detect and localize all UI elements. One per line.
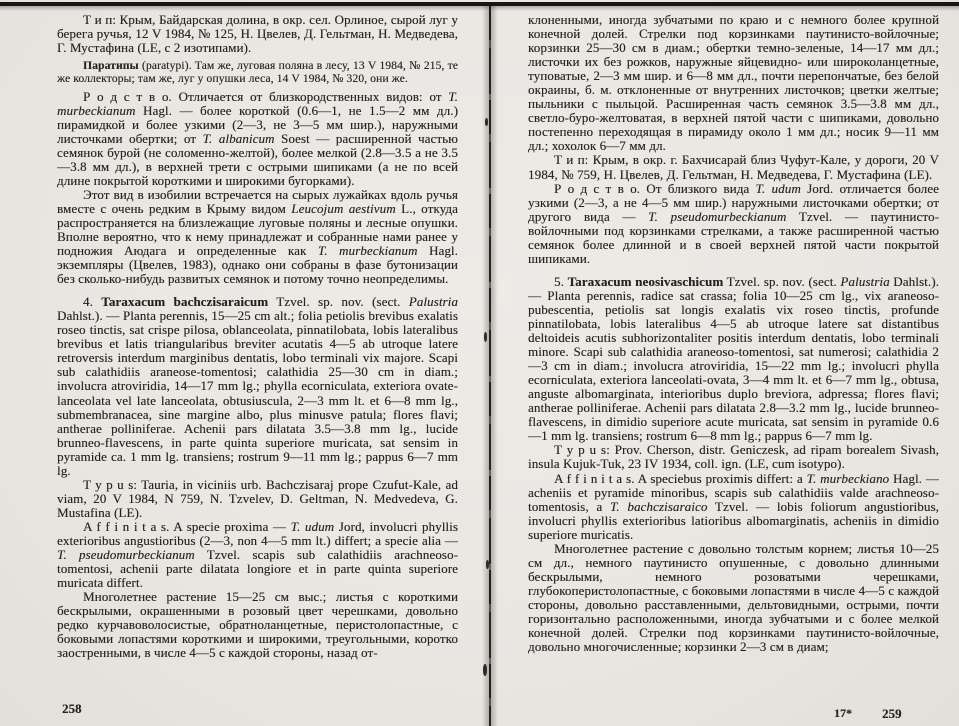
page-number-right: 259 [882, 706, 902, 721]
binding-speck [485, 118, 488, 126]
para-typus-lat-5: T y p u s: Prov. Cherson, distr. Geniczesk, ad ripam borealem Sivash, insula Kujuk-Tuk, 23 IV 1934, coll. ign. (LE, cum isotypo). [528, 442, 939, 472]
binding-speck [486, 560, 489, 569]
para-affinitas-4: A f f i n i t a s. A specie proxima — T. udum Jord, involucri phyllis exterioribus angustioribus (2—3, non 4—5 mm lt.) differt; a specie alia — T. pseudomurbeckianum Tzvel. scapis sub calathidiis arachneoso-tomentosi, achenii parte dilatata longiore et in parte quinta superiore muricata differt. [57, 518, 458, 591]
para-species-5-protologue: 5. Taraxacum neosivaschicum Tzvel. sp. nov. (sect. Palustria Dahlst.). — Planta perennis, radice sat crassa; folia 10—25 cm lg., vix araneoso-pubescentia, petiolis sat longis exalatis vix roseo tinctis, profunde pinnatilobata, lobis lateralibus 4—5 ab utroque latere sat distantibus deltoideis acutis subhorizontaliter positis interdum dentatis, lobo terminali minore. Scapi sub calathidia araneoso-tomentosi, sat numerosi; calathidia 2—3 cm in diam.; involucra atroviridia, 15—22 mm lg.; involucri phylla ecorniculata, exteriora lanceolati-ovata, 3—4 mm lt. et 6—7 mm lg., obtusa, anguste albomarginata, interioribus duplo breviora, adpressa; flores flavi; antherae polliniferae. Achenii pars dilatata 2.8—3.2 mm lg., lucide brunneo-flavescens, in dimidio superiore acute muricata, sat sensim in pyramide 0.6—1 mm lg. transiens; rostrum 6—8 mm lg.; pappus 6—7 mm lg. [528, 273, 939, 444]
binding-gutter-line [489, 6, 491, 726]
para-affinitas-5: A f f i n i t a s. A speciebus proximis differt: a T. murbeckiano Hagl. — acheniis et pyramide minoribus, scapis sub calathidiis valde arachneoso-tomentosis, a T. bachczisaraico Tzvel. — lobis foliorum angustioribus, involucri phyllis exterioribus latioribus albomarginatis, acheniis in dimidio superiore muricatis. [528, 470, 939, 542]
para-paratypes: Паратипы (paratypi). Там же, луговая поляна в лесу, 13 V 1984, № 215, те же коллекторы; там же, луг у опушки леса, 14 V 1984, № 320, они же. [57, 59, 458, 85]
binding-speck [484, 332, 487, 342]
para-rodstvo-5: Р о д с т в о. От близкого вида T. udum Jord. отличается более узкими (2—3, а не 4—5 мм шир.) наружными листочками обертки; от другого вида — T. pseudomurbeckianum Tzvel. — паутинисто-войлочными под корзинками стрелками, а также расширенной частью семянок более длинной и в своей верхней пятой части покрытой шипиками. [528, 180, 939, 266]
para-description-ru-5: Многолетнее растение с довольно толстым корнем; листья 10—25 см дл., немного паутинисто опушенные, с довольно длинными бескрылыми, немного розоватыми черешками, глубокоперистолопастные, с боковыми лопастями в числе 4—5 с каждой стороны, довольно расставленными, дельтовидными, острыми, почти горизонтально расположенными, иногда зубчатыми и с более мелкой конечной долей. Стрелки под корзинками паутинисто-войлочные, довольно многочисленные; корзинки 2—3 см в диам; [528, 540, 939, 655]
para-typus-ru-5: Т и п: Крым, в окр. г. Бахчисарай близ Чуфут-Кале, у дороги, 20 V 1984, № 759, Н. Цвелев, Д. Гельтман, Н. Медведева, Г. Мустафина (LE). [528, 152, 939, 182]
page-258 [57, 13, 458, 705]
para-description-ru-4-continuation: клоненными, иногда зубчатыми по краю и с немного более крупной конечной долей. Стрелки под корзинками паутинисто-войлочные; корзинки 25—30 см в диам.; обертки темно-зеленые, 14—17 мм дл.; листочки их без рожков, наружные яйцевидно- или широколанцетные, туповатые, 2—3 мм шир. и 6—8 мм дл., почти перепончатые, без белой окраины, б. м. отклоненные от внутренних листочков; цветки желтые; пыльники с пыльцой. Расширенная часть семянок 3.5—3.8 мм дл., светло-буро-желтоватая, в верхней пятой части с шипиками, довольно постепенно переходящая в пирамиду около 1 мм дл.; носик 9—11 мм дл.; хохолок 6—7 мм дл. [528, 13, 939, 154]
para-rodstvo-4: Р о д с т в о. Отличается от близкородственных видов: от T. murbeckianum Hagl. — более короткой (0.6—1, не 1.5—2 мм дл.) пирамидкой и более узкими (2—3, не 3—5 мм шир.), наружными листочками обертки; от T. albanicum Soest — расширенной частью семянок бурой (не соломенно-желтой), более мелкой (2.8—3.5 а не 3.5—3.8 мм дл.), в верхней трети с острыми шипиками (а не по всей длине покрытой короткими и широкими бугорками). [57, 88, 458, 188]
binding-speck [483, 664, 487, 676]
page-259 [528, 13, 939, 705]
para-description-ru-4: Многолетнее растение 15—25 см выс.; листья с короткими бескрылыми, окрашенными в розовый цвет черешками, довольно редко курчавоволосистые, обратноланцетные, перистолопастные, с боковыми лопастями короткими и широкими, треугольными, коротко заостренными, в числе 4—5 с каждой стороны, назад от- [57, 589, 458, 661]
printers-signature-mark: 17* [834, 706, 852, 720]
binding-gutter-shadow [482, 6, 498, 726]
page-number-left: 258 [62, 701, 82, 716]
para-typus-lat-4: T y p u s: Tauria, in viciniis urb. Bachczisaraj prope Czufut-Kale, ad viam, 20 V 1984, N 759, N. Tzvelev, D. Geltman, N. Medvedeva, G. Mustafina (LE). [57, 476, 458, 520]
para-habitat-note: Этот вид в изобилии встречается на сырых лужайках вдоль ручья вместе с очень редким в Крыму видом Leucojum aestivum L., откуда распространяется на близлежащие луговые поляны и лесные опушки. Вполне вероятно, что к нему принадлежат и собранные нами ранее у подножия Аюдага и определенные как T. murbeckianum Hagl. экземпляры (Цвелев, 1983), однако они собраны в фазе бутонизации без сколько-нибудь развитых семянок и потому точно неопределимы. [57, 186, 458, 287]
scan-top-shadow [0, 6, 959, 11]
para-species-4-protologue: 4. Taraxacum bachczisaraicum Tzvel. sp. nov. (sect. Palustria Dahlst.). — Planta perennis, 15—25 cm alt.; folia petiolis brevibus exalatis roseo tinctis, sat crispe pilosa, oblanceolata, pinnatilobata, lobis lateralibus brevibus et latis triangularibus breviter acutatis 4—5 ab utroque latere retroversis interdum marginibus dentatis, lobo terminali vix majore. Scapi sub calathidiis araneose-tomentosi; calathidia 25—30 cm in diam.; involucra atroviridia, 14—17 mm lg.; phylla ecorniculata, exteriora ovate-lanceolata vel late lanceolata, obtusiuscula, 2—3 mm lt. et 6—8 mm lg., submembranacea, sine margine albo, plus minusve patula; flores flavi; antherae polliniferae. Achenii pars dilatata 3.5—3.8 mm lg., lucide brunneo-flavescens, in parte quinta superiore muricata, sat sensim in pyramide ca. 1 mm lg. transiens; rostrum 9—11 mm lg.; pappus 6—7 mm lg. [57, 294, 458, 478]
para-typus-ru-4: Т и п: Крым, Байдарская долина, в окр. сел. Орлиное, сырой луг у берега ручья, 12 V 1984, № 125, Н. Цвелев, Д. Гельтман, Н. Медведева, Г. Мустафина (LE, с 2 изотипами). [57, 13, 458, 56]
